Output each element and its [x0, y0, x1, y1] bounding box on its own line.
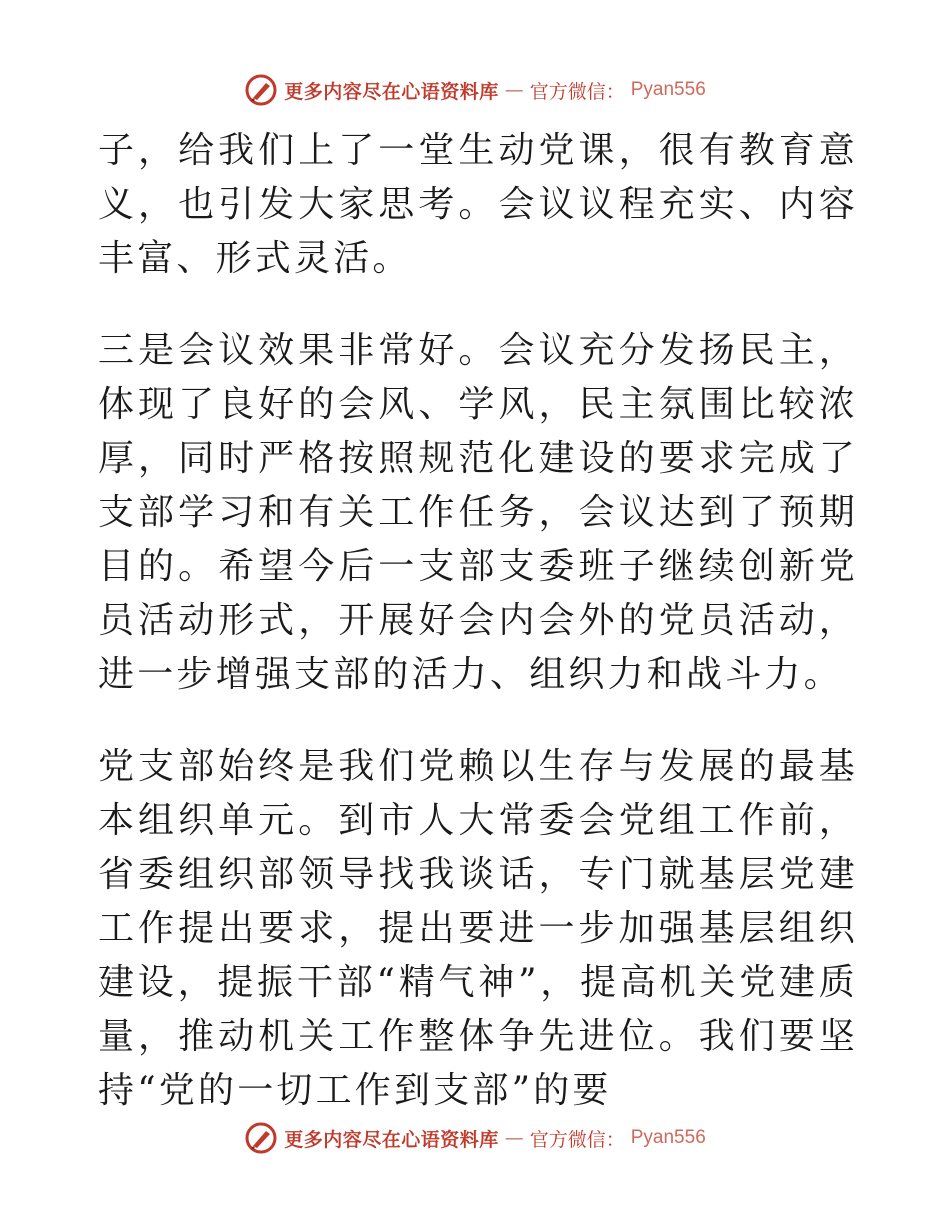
footer-brand-text: 更多内容尽在心语资料库: [284, 1128, 499, 1151]
header-dash: —: [504, 79, 524, 101]
paragraph-3: 党支部始终是我们党赖以生存与发展的最基本组织单元。到市人大常委会党组工作前，省委组织部领导找我谈话，专门就基层党建工作提出要求，提出要进一步加强基层组织建设，提振干部“精气神”，提高机关党建质量，推动机关工作整体争先进位。我们要坚持“党的一切工作到支部”的要: [98, 746, 858, 1111]
pen-logo-icon: [244, 1121, 278, 1155]
header-banner: [0, 70, 950, 110]
footer-dash: —: [504, 1127, 524, 1149]
footer-wechat-label: 官方微信：: [529, 1128, 625, 1151]
header-wechat-label: 官方微信：: [529, 80, 625, 103]
document-body: [98, 124, 858, 1118]
paragraph-2: 三是会议效果非常好。会议充分发扬民主，体现了良好的会风、学风，民主氛围比较浓厚，同时严格按照规范化建设的要求完成了支部学习和有关工作任务，会议达到了预期目的。希望今后一支部支委班子继续创新党员活动形式，开展好会内会外的党员活动，进一步增强支部的活力、组织力和战斗力。: [98, 330, 858, 695]
header-wechat-id: Pyan556: [630, 79, 706, 100]
header-brand-text: 更多内容尽在心语资料库: [284, 80, 499, 103]
footer-banner: [0, 1118, 950, 1158]
footer-wechat-id: Pyan556: [630, 1127, 706, 1148]
pen-logo-icon: [244, 73, 278, 107]
paragraph-1: 子，给我们上了一堂生动党课，很有教育意义，也引发大家思考。会议议程充实、内容丰富、形式灵活。: [98, 130, 858, 279]
